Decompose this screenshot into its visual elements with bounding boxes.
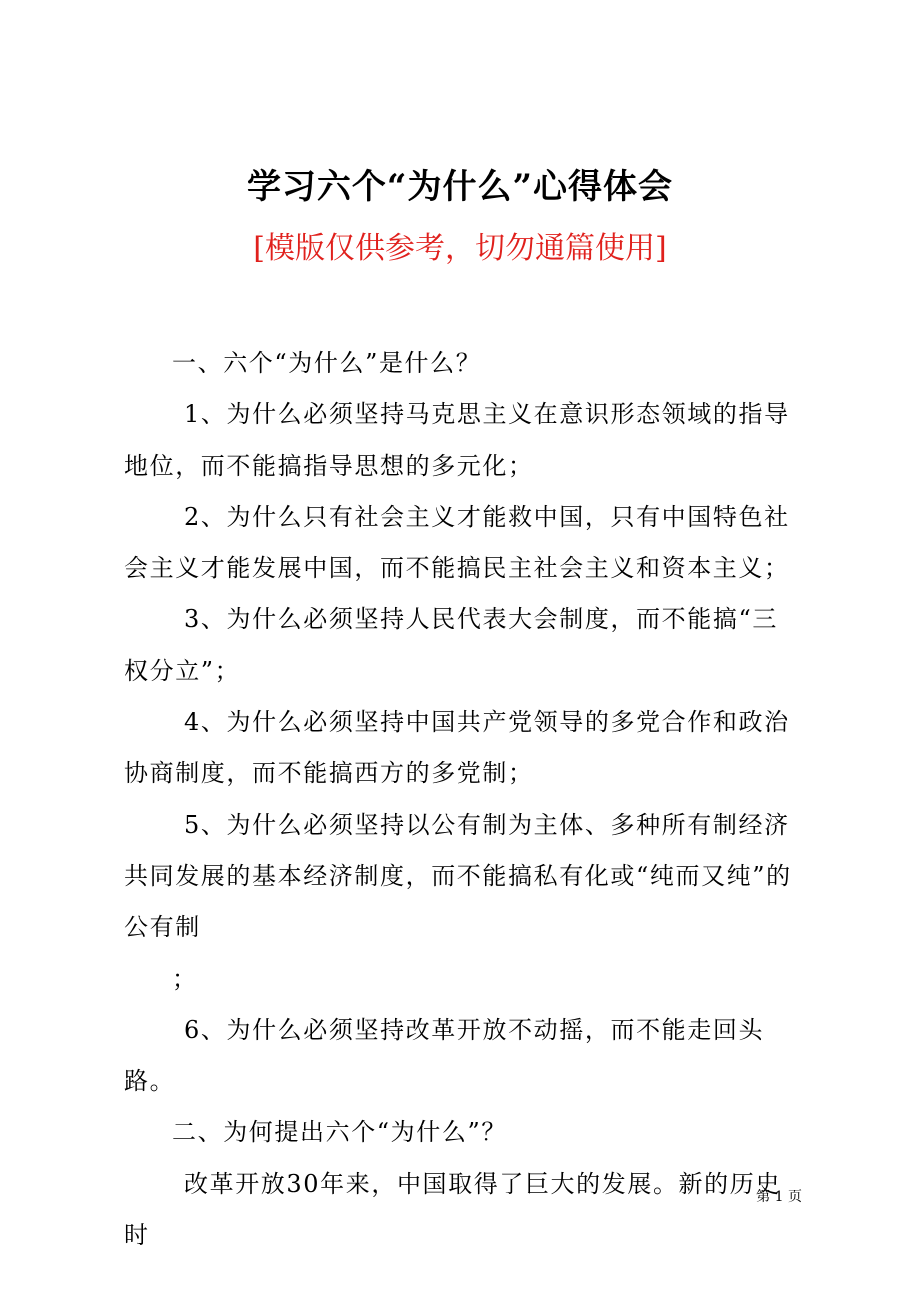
page-number: 第 1 页 <box>756 1189 802 1205</box>
section-heading-1: 一、六个“为什么”是什么？ <box>172 349 482 377</box>
section-heading-2: 二、为何提出六个“为什么”？ <box>172 1118 507 1147</box>
list-item-5: 5、为什么必须坚持以公有制为主体、多种所有制经济共同发展的基本经济制度，而不能搞私有化或“纯而又纯”的公有制 <box>124 810 792 942</box>
document-title: 学习六个“为什么”心得体会 <box>246 167 674 207</box>
list-item-3: 3、为什么必须坚持人民代表大会制度，而不能搞“三权分立”； <box>124 605 778 685</box>
list-item-5-continuation: ； <box>172 964 198 993</box>
body-paragraph: 改革开放30年来，中国取得了巨大的发展。新的历史时 <box>124 1169 781 1250</box>
list-item-1: 1、为什么必须坚持马克思主义在意识形态领域的指导地位，而不能搞指导思想的多元化； <box>124 400 790 480</box>
template-notice: [模版仅供参考，切勿通篇使用] <box>253 231 667 266</box>
list-item-2: 2、为什么只有社会主义才能救中国，只有中国特色社会主义才能发展中国，而不能搞民主社会主义和资本主义； <box>124 502 790 583</box>
list-item-4: 4、为什么必须坚持中国共产党领导的多党合作和政治协商制度，而不能搞西方的多党制； <box>124 708 790 788</box>
list-item-6: 6、为什么必须坚持改革开放不动摇，而不能走回头路。 <box>124 1015 765 1096</box>
document-body <box>124 338 796 1261</box>
